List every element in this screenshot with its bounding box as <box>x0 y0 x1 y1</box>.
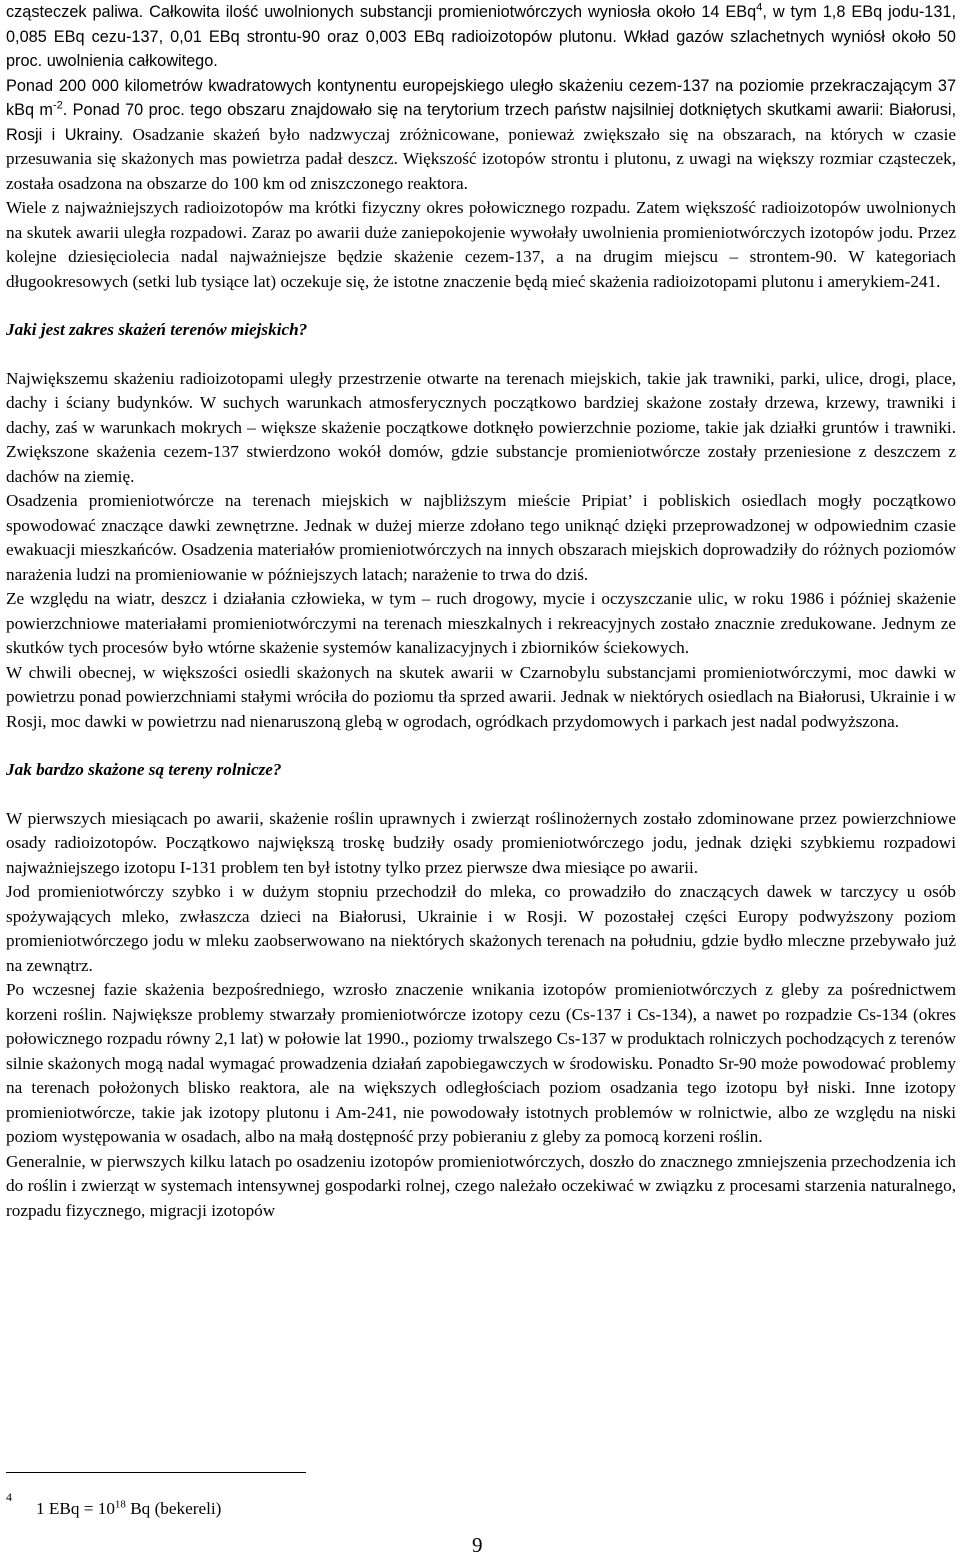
footnote-text: 1 EBq = $10^{18}$ Bq (bekereli) <box>36 1498 222 1518</box>
paragraph-caesium-area: Ponad 200 000 kilometrów kwadratowych kontynentu europejskiego uległo skażeniu cezem-137 na poziomie przekraczającym 37 kBq $m^{-2}$. Ponad 70 proc. tego obszaru znajdowało się na terytorium trzech państw najsilniej dotkniętych skutkami awarii: Białorusi, Rosji i Ukrainy. Osadzanie skażeń było nadzwyczaj zróżnicowane, ponieważ zwiększało się na obszarach, na których w czasie przesuwania się skażonych mas powietrza padał deszcz. Większość izotopów strontu i plutonu, z uwagi na większy rozmiar cząsteczek, została osadzona na obszarze do 100 km od zniszczonego reaktora. <box>6 76 956 193</box>
heading-agricultural-contamination: Jak bardzo skażone są tereny rolnicze? <box>6 760 282 779</box>
paragraph-half-life: Wiele z najważniejszych radioizotopów ma krótki fizyczny okres połowicznego rozpadu. Zatem większość radioizotopów uwolnionych na skutek awarii uległa rozpadowi. Zaraz po awarii duże zaniepokojenie wywołały uwolnienia promieniotwórczych izotopów jodu. Przez kolejne dziesięciolecia nadal najważniejsze będzie skażenie cezem-137, a na drugim miejscu – strontem-90. W kategoriach długookresowych (setki lub tysiące lat) oczekuje się, że istotne znaczenie będą mieć skażenia radioizotopami plutonu i amerykiem-241. <box>6 198 956 291</box>
page-number: 9 <box>472 1533 483 1557</box>
heading-urban-contamination: Jaki jest zakres skażeń terenów miejskich? <box>6 320 308 339</box>
document-body <box>6 0 956 1223</box>
paragraph-current-state: W chwili obecnej, w większości osiedli skażonych na skutek awarii w Czarnobylu substancjami promieniotwórczymi, moc dawki w powietrzu ponad powierzchniami stałymi wróciła do poziomu tła sprzed awarii. Jednak w niektórych osiedlach na Białorusi, Ukrainie i w Rosji, moc dawki w powietrzu nad nienaruszoną glebą w ogrodach, ogródkach przydomowych i parkach jest nadal podwyższona. <box>6 662 956 731</box>
paragraph-first-months: W pierwszych miesiącach po awarii, skażenie roślin uprawnych i zwierząt roślinożernych zostało zdominowane przez powierzchniowe osady radioizotopów. Początkowo największą troskę budziły osady promieniotwórczego jodu, jednak dzięki szybkiemu rozpadowi najważniejszego izotopu I-131 problem ten był istotny tylko przez pierwsze dwa miesiące po awarii. <box>6 808 956 877</box>
paragraph-iodine-milk: Jod promieniotwórczy szybko i w dużym stopniu przechodził do mleka, co prowadziło do znaczących dawek w tarczycy u osób spożywających mleko, zwłaszcza dzieci na Białorusi, Ukrainie i w Rosji. W pozostałej części Europy podwyższony poziom promieniotwórczego jodu w mleku zaobserwowano na niektórych skażonych terenach na południu, gdzie bydło mleczne przebywało już na zewnątrz. <box>6 882 956 975</box>
footnote-divider <box>6 1472 306 1473</box>
paragraph-urban-open-spaces: Największemu skażeniu radioizotopami uległy przestrzenie otwarte na terenach miejskich, takie jak trawniki, parki, ulice, drogi, place, dachy i ściany budynków. W suchych warunkach atmosferycznych początkowo bardziej skażone zostały drzewa, krzewy, trawniki i dachy, zaś w warunkach mokrych – większe skażenie początkowe dotknęło powierzchnie poziome, takie jak działki gruntów i trawniki. Zwiększone skażenia cezem-137 stwierdzono wokół domów, gdzie substancje promieniotwórcze zostały przeniesione z deszczem z dachów na ziemię. <box>6 368 956 486</box>
paragraph-wind-rain: Ze względu na wiatr, deszcz i działania człowieka, w tym – ruch drogowy, mycie i oczyszczanie ulic, w roku 1986 i później skażenie powierzchniowe materiałami promieniotwórczymi na terenach mieszkalnych i rekreacyjnych zostało znacznie zredukowane. Jednym ze skutków tych procesów było wtórne skażenie systemów kanalizacyjnych i zbiorników ściekowych. <box>6 589 956 657</box>
footnote-marker: 4 <box>6 1490 12 1504</box>
paragraph-fuel-release: cząsteczek paliwa. Całkowita ilość uwolnionych substancji promieniotwórczych wyniosła około 14 EBq$^4$, w tym 1,8 EBq jodu-131, 0,085 EBq cezu-137, 0,01 EBq strontu-90 oraz 0,003 EBq radioizotopów plutonu. Wkład gazów szlachetnych wyniósł około 50 proc. uwolnienia całkowitego. <box>6 1 956 70</box>
footnote-ref: 4 <box>756 1 763 14</box>
paragraph-pripyat: Osadzenia promieniotwórcze na terenach miejskich w najbliższym mieście Pripiat’ i pobliskich osiedlach mogły początkowo spowodować znaczące dawki zewnętrzne. Jednak w dużej mierze zdołano tego uniknąć dzięki przeprowadzonej w odpowiednim czasie ewakuacji mieszkańców. Osadzenia materiałów promieniotwórczych na innych obszarach miejskich doprowadziły do różnych poziomów narażenia ludzi na promieniowanie w późniejszych latach; narażenie to trwa do dziś. <box>6 491 956 584</box>
paragraph-general: Generalnie, w pierwszych kilku latach po osadzeniu izotopów promieniotwórczych, doszło do znacznego zmniejszenia przechodzenia ich do roślin i zwierząt w systemach intensywnej gospodarki rolnej, czego należało oczekiwać w związku z procesami starzenia naturalnego, rozpadu fizycznego, migracji izotopów <box>6 1151 956 1220</box>
paragraph-caesium-soil: Po wczesnej fazie skażenia bezpośredniego, wzrosło znaczenie wnikania izotopów promieniotwórczych z gleby za pośrednictwem korzeni roślin. Największe problemy stwarzały promieniotwórcze izotopy cezu (Cs-137 i Cs-134), a nawet po rozpadzie Cs-134 (okres połowicznego rozpadu równy 2,1 lat) w połowie lat 1990., poziomy trwalszego Cs-137 w produktach rolniczych pochodzących z terenów silnie skażonych mogą nadal wymagać prowadzenia działań zapobiegawczych w środowisku. Ponadto Sr-90 może powodować problemy na terenach położonych blisko reaktora, ale na większych odległościach poziom osadzania tego izotopu był niski. Inne izotopy promieniotwórcze, takie jak izotopy plutonu i Am-241, nie powodowały istotnych problemów w rolnictwie, albo ze względu na niski poziom występowania w osadach, albo na małą dostępność przy pobieraniu z gleby za pomocą korzeni roślin. <box>6 980 956 1146</box>
